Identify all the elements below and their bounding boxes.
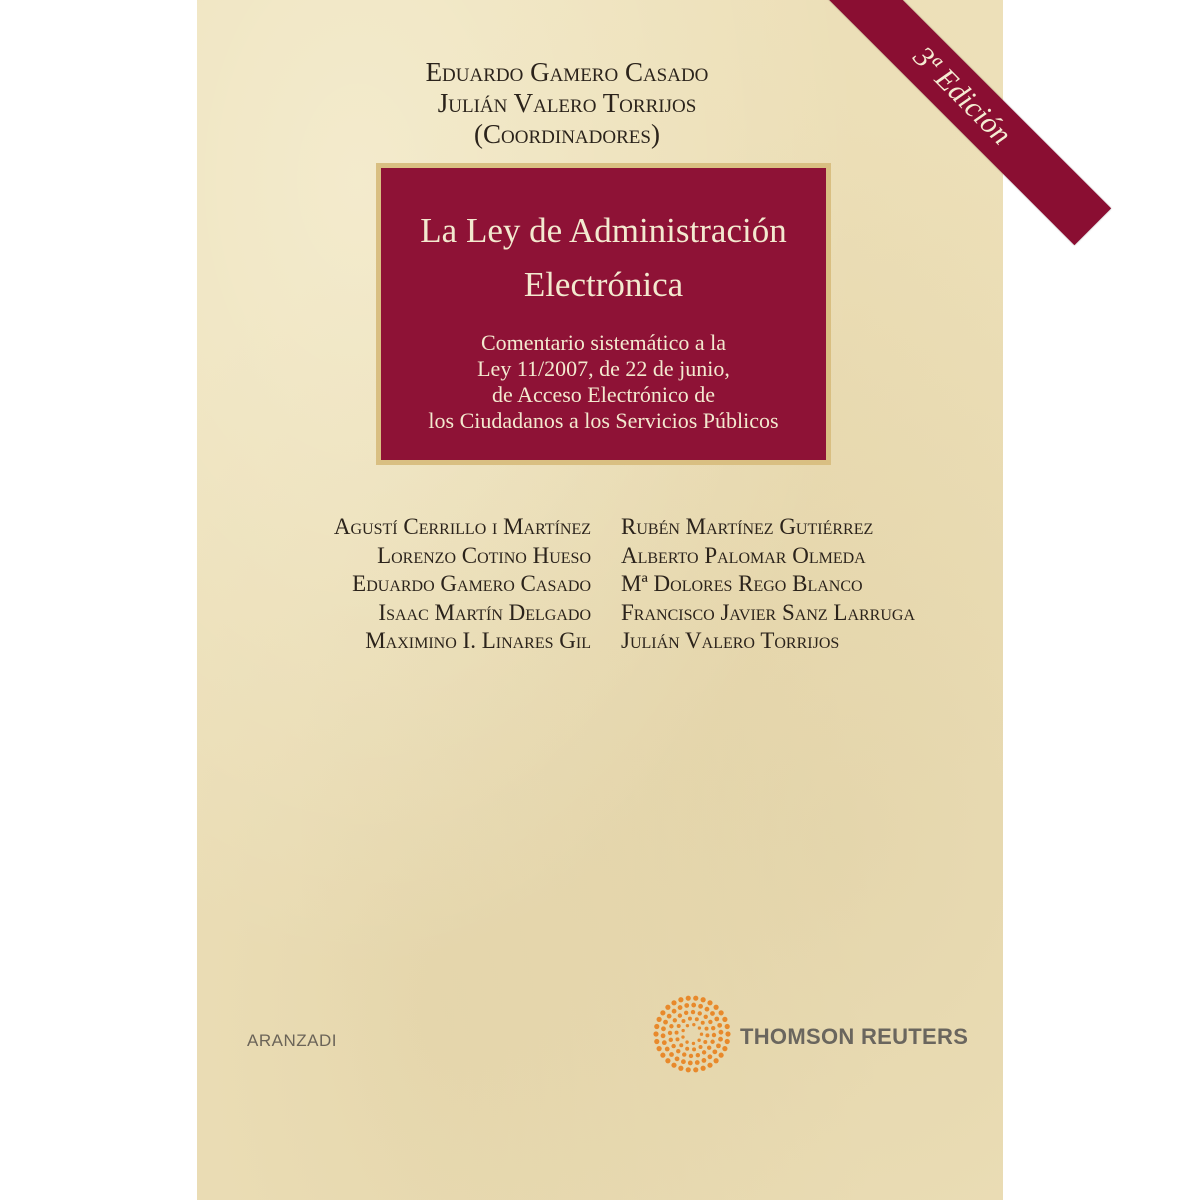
logo-dot bbox=[691, 1010, 695, 1014]
logo-dot bbox=[713, 1005, 718, 1010]
logo-dot bbox=[660, 1053, 665, 1058]
book-cover bbox=[197, 0, 1018, 1200]
author-name: Francisco Javier Sanz Larruga bbox=[621, 599, 916, 625]
logo-dot bbox=[665, 1005, 670, 1010]
logo-dot bbox=[691, 1003, 696, 1008]
logo-dot bbox=[719, 1030, 724, 1035]
logo-dot bbox=[661, 1033, 666, 1038]
logo-dot bbox=[700, 1033, 703, 1036]
book-title-line-2: Electrónica bbox=[523, 265, 684, 304]
subtitle-line: Comentario sistemático a la bbox=[481, 330, 726, 355]
logo-dot bbox=[681, 1019, 685, 1023]
logo-dot bbox=[708, 1020, 712, 1024]
thomson-reuters-wordmark: THOMSON REUTERS bbox=[740, 1024, 969, 1049]
logo-dot bbox=[685, 1047, 689, 1051]
logo-dot bbox=[712, 1033, 716, 1037]
logo-dot bbox=[698, 1011, 702, 1015]
logo-dot bbox=[711, 1026, 715, 1030]
coordinators-block bbox=[197, 57, 937, 150]
logo-dot bbox=[692, 1042, 695, 1045]
logo-dot bbox=[654, 1039, 659, 1044]
logo-dot bbox=[685, 1040, 688, 1043]
logo-dot bbox=[673, 1018, 677, 1022]
author-name: Isaac Martín Delgado bbox=[378, 599, 591, 625]
author-name: Rubén Martínez Gutiérrez bbox=[621, 514, 874, 539]
logo-dot bbox=[693, 996, 698, 1001]
logo-dot bbox=[707, 1046, 711, 1050]
logo-dot bbox=[708, 1054, 713, 1059]
logo-dot bbox=[657, 1046, 662, 1051]
logo-dot bbox=[665, 1047, 670, 1052]
logo-dot bbox=[654, 1024, 659, 1029]
author-name: Eduardo Gamero Casado bbox=[352, 571, 591, 596]
logo-dot bbox=[702, 1058, 707, 1063]
coordinator-name: Eduardo Gamero Casado bbox=[425, 57, 709, 87]
logo-dot bbox=[678, 1013, 682, 1017]
logo-dot bbox=[653, 1031, 658, 1036]
coordinators-role: (Coordinadores) bbox=[474, 119, 660, 149]
logo-dot bbox=[684, 1003, 689, 1008]
logo-dot bbox=[697, 1039, 700, 1042]
logo-dot bbox=[719, 1010, 724, 1015]
author-name: Agustí Cerrillo i Martínez bbox=[333, 514, 591, 539]
coordinator-name: Julián Valero Torrijos bbox=[437, 88, 697, 118]
logo-dot bbox=[679, 1043, 683, 1047]
logo-dot bbox=[660, 1010, 665, 1015]
logo-dot bbox=[716, 1043, 721, 1048]
logo-dot bbox=[695, 1060, 700, 1065]
title-panel bbox=[376, 163, 831, 465]
logo-dot bbox=[672, 1009, 677, 1014]
author-name: Alberto Palomar Olmeda bbox=[621, 542, 866, 568]
edition-label: 3ª Edición bbox=[906, 40, 1018, 152]
logo-dot bbox=[657, 1017, 662, 1022]
logo-dot bbox=[701, 1021, 705, 1025]
logo-dot bbox=[692, 1047, 696, 1051]
author-name: Julián Valero Torrijos bbox=[621, 628, 840, 653]
logo-dot bbox=[704, 1015, 708, 1019]
logo-dot bbox=[722, 1046, 727, 1051]
logo-dot bbox=[686, 996, 691, 1001]
thomson-reuters-logo-icon bbox=[652, 994, 732, 1074]
logo-dot bbox=[722, 1017, 727, 1022]
logo-dot bbox=[681, 1029, 684, 1032]
logo-dot bbox=[669, 1038, 673, 1042]
logo-dot bbox=[675, 1056, 680, 1061]
logo-dot bbox=[707, 1000, 712, 1005]
logo-dot bbox=[705, 1027, 709, 1031]
logo-dot bbox=[725, 1031, 730, 1036]
logo-dot bbox=[692, 1023, 695, 1026]
aranzadi-imprint: ARANZADI bbox=[247, 1031, 337, 1050]
logo-dot bbox=[671, 1000, 676, 1005]
subtitle-line: de Acceso Electrónico de bbox=[492, 382, 715, 407]
logo-dot bbox=[698, 1004, 703, 1009]
logo-dot bbox=[682, 1052, 686, 1056]
logo-dot bbox=[701, 1066, 706, 1071]
author-name: Maximino I. Linares Gil bbox=[365, 628, 591, 653]
logo-dot bbox=[713, 1058, 718, 1063]
logo-dot bbox=[717, 1023, 722, 1028]
logo-dot bbox=[710, 1011, 715, 1016]
logo-dot bbox=[719, 1053, 724, 1058]
logo-dot bbox=[725, 1039, 730, 1044]
logo-dot bbox=[675, 1031, 679, 1035]
logo-dot bbox=[701, 997, 706, 1002]
logo-dot bbox=[671, 1063, 676, 1068]
logo-dot bbox=[695, 1017, 699, 1021]
logo-dot bbox=[665, 1058, 670, 1063]
logo-dot bbox=[688, 1061, 693, 1066]
logo-dot bbox=[689, 1054, 693, 1058]
logo-dot bbox=[710, 1040, 714, 1044]
logo-dot bbox=[698, 1026, 701, 1029]
logo-dot bbox=[678, 997, 683, 1002]
logo-dot bbox=[712, 1049, 717, 1054]
logo-dot bbox=[663, 1020, 668, 1025]
logo-dot bbox=[668, 1031, 672, 1035]
logo-dot bbox=[676, 1049, 680, 1053]
logo-dot bbox=[705, 1007, 710, 1012]
logo-dot bbox=[661, 1026, 666, 1031]
logo-dot bbox=[699, 1045, 703, 1049]
book-subtitle bbox=[381, 330, 826, 434]
logo-dot bbox=[686, 1024, 689, 1027]
logo-dot bbox=[703, 1040, 707, 1044]
logo-dot bbox=[693, 1067, 698, 1072]
author-name: Mª Dolores Rego Blanco bbox=[621, 571, 863, 596]
logo-dot bbox=[669, 1052, 674, 1057]
logo-dot bbox=[714, 1017, 719, 1022]
logo-dot bbox=[707, 1063, 712, 1068]
subtitle-line: Ley 11/2007, de 22 de junio, bbox=[477, 356, 730, 381]
logo-dot bbox=[681, 1059, 686, 1064]
logo-dot bbox=[696, 1053, 700, 1057]
logo-dot bbox=[684, 1011, 688, 1015]
logo-dot bbox=[718, 1037, 723, 1042]
logo-dot bbox=[671, 1044, 675, 1048]
logo-dot bbox=[705, 1033, 709, 1037]
author-name: Lorenzo Cotino Hueso bbox=[377, 542, 591, 568]
logo-dot bbox=[669, 1024, 673, 1028]
logo-dot bbox=[686, 1067, 691, 1072]
logo-dot bbox=[678, 1066, 683, 1071]
authors-right-column bbox=[621, 513, 915, 656]
logo-dot bbox=[681, 1035, 684, 1038]
title-panel-inner bbox=[381, 168, 826, 460]
logo-dot bbox=[725, 1024, 730, 1029]
logo-dot bbox=[688, 1017, 692, 1021]
logo-dot bbox=[678, 1005, 683, 1010]
logo-dot bbox=[675, 1037, 679, 1041]
logo-dot bbox=[702, 1050, 706, 1054]
logo-dot bbox=[667, 1014, 672, 1019]
authors-left-column bbox=[334, 513, 591, 656]
logo-dot bbox=[662, 1040, 667, 1045]
book-title-line-1: La Ley de Administración bbox=[420, 211, 787, 250]
subtitle-line: los Ciudadanos a los Servicios Públicos bbox=[428, 408, 779, 433]
logo-dot bbox=[677, 1024, 681, 1028]
